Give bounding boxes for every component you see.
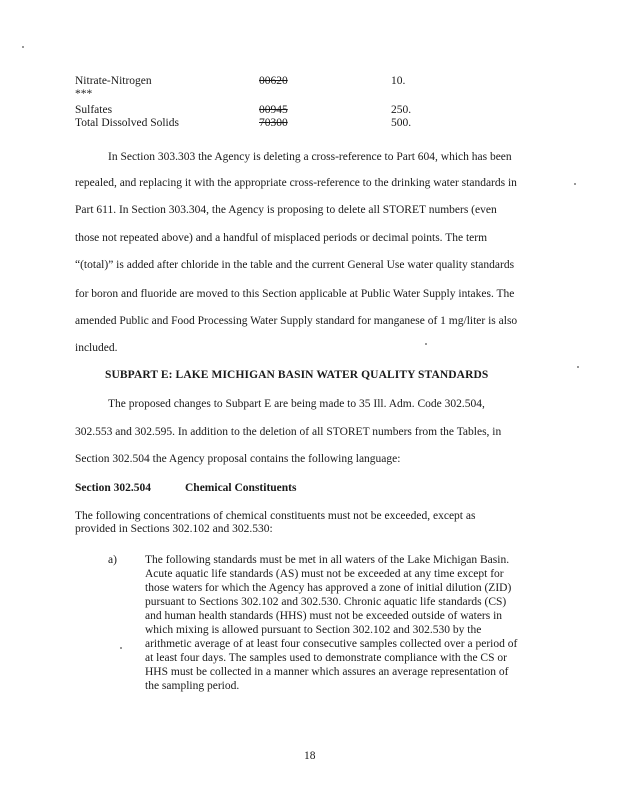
section-number: Section 302.504 (75, 482, 152, 494)
paragraph-line: Part 611. In Section 303.304, the Agency is proposing to delete all STORET numbers (even (75, 204, 497, 216)
table-row-name: Sulfates (75, 104, 113, 116)
table-row-value: 10. (391, 75, 406, 87)
table-row-name: Nitrate-Nitrogen (75, 75, 152, 87)
paragraph-line: included. (75, 342, 118, 354)
table-row-value: 250. (391, 104, 412, 116)
list-item-line: the sampling period. (145, 680, 240, 692)
section-title: Chemical Constituents (185, 482, 297, 494)
page-number: 18 (304, 750, 316, 762)
paragraph-line: amended Public and Food Processing Water Supply standard for manganese of 1 mg/liter is also (75, 315, 518, 327)
scan-speck (574, 183, 576, 185)
table-row-code: 00620 (259, 75, 288, 87)
scan-speck (120, 647, 122, 649)
paragraph-line: repealed, and replacing it with the appropriate cross-reference to the drinking water standards in (75, 177, 517, 189)
paragraph-line: The proposed changes to Subpart E are being made to 35 Ill. Adm. Code 302.504, (108, 398, 485, 410)
table-row-name: *** (75, 88, 93, 100)
paragraph-line: those not repeated above) and a handful of misplaced periods or decimal points. The term (75, 232, 488, 244)
list-item-line: HHS must be collected in a manner which assures an average representation of (145, 666, 509, 678)
list-item-line: and human health standards (HHS) must not be exceeded outside of waters in (145, 610, 503, 622)
table-row-code: 70300 (259, 117, 288, 129)
list-item-line: which mixing is allowed pursuant to Section 302.102 and 302.530 by the (145, 624, 482, 636)
scan-speck (22, 46, 24, 48)
scan-speck (577, 366, 579, 368)
table-row-name: Total Dissolved Solids (75, 117, 179, 129)
paragraph-line: In Section 303.303 the Agency is deleting a cross-reference to Part 604, which has been (108, 151, 512, 163)
list-item-line: those waters for which the Agency has approved a zone of initial dilution (ZID) (145, 582, 512, 594)
paragraph-line: Section 302.504 the Agency proposal contains the following language: (75, 453, 401, 465)
subpart-heading: SUBPART E: LAKE MICHIGAN BASIN WATER QUALITY STANDARDS (105, 369, 489, 381)
list-item-line: The following standards must be met in all waters of the Lake Michigan Basin. (145, 554, 510, 566)
list-item-label: a) (108, 554, 117, 566)
paragraph-line: for boron and fluoride are moved to this Section applicable at Public Water Supply intakes. The (75, 288, 515, 300)
list-item-line: Acute aquatic life standards (AS) must not be exceeded at any time except for (145, 568, 504, 580)
table-row-value: 500. (391, 117, 412, 129)
intro-line: The following concentrations of chemical constituents must not be exceeded, except as (75, 510, 476, 522)
scan-speck (425, 343, 427, 345)
paragraph-line: “(total)” is added after chloride in the table and the current General Use water quality standards (75, 259, 515, 271)
list-item-line: arithmetic average of at least four consecutive samples collected over a period of (145, 638, 518, 650)
intro-line: provided in Sections 302.102 and 302.530: (75, 523, 273, 535)
table-row-code: 00945 (259, 104, 288, 116)
list-item-line: pursuant to Sections 302.102 and 302.530. Chronic aquatic life standards (CS) (145, 596, 507, 608)
paragraph-line: 302.553 and 302.595. In addition to the deletion of all STORET numbers from the Tables, in (75, 426, 502, 438)
list-item-line: at least four days. The samples used to demonstrate compliance with the CS or (145, 652, 507, 664)
